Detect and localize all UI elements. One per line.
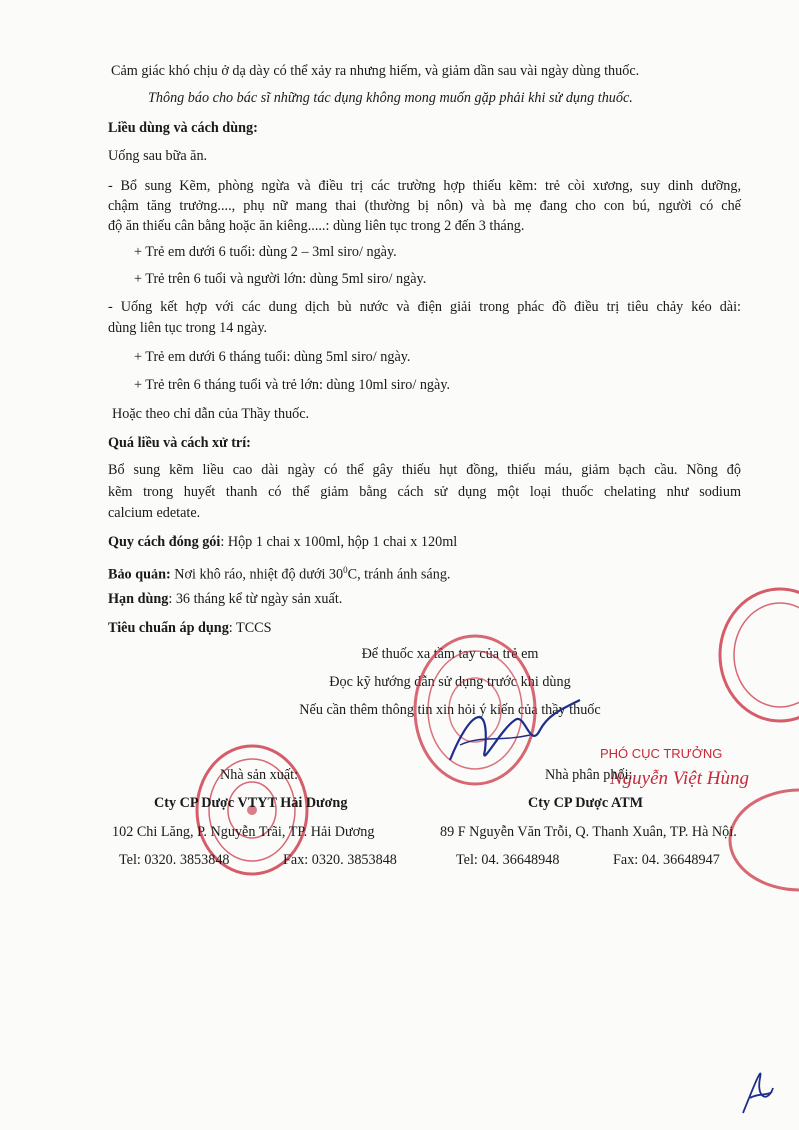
standard-label: Tiêu chuẩn áp dụng: [108, 620, 229, 636]
overdose-line: kẽm trong huyết thanh có thể giảm bằng cách sử dụng một loại thuốc chelating như sodium: [108, 484, 741, 500]
initials-signature-icon: [738, 1058, 778, 1118]
storage-value-end: C, tránh ánh sáng.: [347, 566, 451, 583]
manufacturer-tel: Tel: 0320. 3853848: [119, 852, 230, 868]
manufacturer-address: 102 Chi Lăng, P. Nguyễn Trãi, TP. Hải Dương: [112, 824, 375, 840]
storage-row: [108, 561, 450, 584]
storage-degree: 0: [343, 565, 348, 575]
expiry-row: [108, 590, 342, 608]
dosage-bullet: + Trẻ trên 6 tuổi và người lớn: dùng 5ml siro/ ngày.: [134, 271, 427, 287]
dosage-paragraph-line: - Bổ sung Kẽm, phòng ngừa và điều trị các trường hợp thiếu kẽm: trẻ còi xương, suy dinh dưỡng,: [108, 178, 741, 194]
overdose-line: calcium edetate.: [108, 505, 201, 521]
distributor-tel: Tel: 04. 36648948: [456, 852, 560, 868]
packaging-label: Quy cách đóng gói: [108, 534, 221, 550]
dosage-paragraph-line: chậm tăng trưởng...., phụ nữ mang thai (thường bị nôn) và bà mẹ đang cho con bú, người có chế: [108, 198, 741, 214]
storage-label: Bảo quản:: [108, 566, 171, 583]
packaging-row: [108, 533, 457, 551]
standard-row: [108, 619, 272, 637]
overdose-line: Bổ sung kẽm liều cao dài ngày có thể gây thiếu hụt đồng, thiếu máu, giảm bạch cầu. Nồng độ: [108, 462, 741, 478]
official-title: PHÓ CỤC TRƯỞNG: [600, 746, 723, 761]
distributor-label: Nhà phân phối:: [545, 767, 633, 783]
overdose-heading: Quá liều và cách xử trí:: [108, 435, 251, 451]
warning-line: Đọc kỹ hướng dẫn sử dụng trước khi dùng: [329, 674, 571, 690]
manufacturer-label: Nhà sản xuất:: [220, 767, 299, 783]
dosage-bullet: + Trẻ em dưới 6 tuổi: dùng 2 – 3ml siro/ ngày.: [134, 244, 397, 260]
dosage-doctor-note: Hoặc theo chỉ dẫn của Thầy thuốc.: [112, 406, 310, 422]
dosage-paragraph-line: độ ăn thiếu cân bằng hoặc ăn kiêng.....: dùng liên tục trong 2 đến 3 tháng.: [108, 218, 525, 234]
standard-value: : TCCS: [228, 620, 272, 636]
manufacturer-fax: Fax: 0320. 3853848: [283, 852, 397, 868]
expiry-label: Hạn dùng: [108, 591, 169, 607]
packaging-value: : Hộp 1 chai x 100ml, hộp 1 chai x 120ml: [220, 534, 458, 550]
side-effect-notice: Thông báo cho bác sĩ những tác dụng không mong muốn gặp phải khi sử dụng thuốc.: [148, 90, 633, 106]
distributor-name: Cty CP Dược ATM: [528, 795, 644, 811]
storage-value: Nơi khô ráo, nhiệt độ dưới 30: [170, 566, 344, 583]
side-effect-text: Cảm giác khó chịu ở dạ dày có thể xảy ra nhưng hiếm, và giảm dần sau vài ngày dùng thuốc.: [111, 63, 640, 79]
warning-line: Để thuốc xa tầm tay của trẻ em: [361, 646, 539, 662]
dosage-bullet: + Trẻ trên 6 tháng tuổi và trẻ lớn: dùng 10ml siro/ ngày.: [134, 377, 451, 393]
dosage-instruction: Uống sau bữa ăn.: [108, 148, 208, 164]
official-name: Nguyễn Việt Hùng: [610, 768, 749, 789]
distributor-fax: Fax: 04. 36648947: [613, 852, 720, 868]
warning-line: Nếu cần thêm thông tin xin hỏi ý kiến của thầy thuốc: [299, 702, 601, 718]
dosage-paragraph-line: - Uống kết hợp với các dung dịch bù nước và điện giải trong phác đồ điều trị tiêu chảy kéo dài:: [108, 299, 741, 315]
official-stamp: [700, 585, 799, 725]
expiry-value: : 36 tháng kể từ ngày sản xuất.: [168, 591, 343, 607]
dosage-heading: Liều dùng và cách dùng:: [108, 120, 258, 136]
dosage-paragraph-line: dùng liên tục trong 14 ngày.: [108, 320, 268, 336]
distributor-address: 89 F Nguyễn Văn Trỗi, Q. Thanh Xuân, TP. Hà Nội.: [440, 824, 737, 840]
manufacturer-name: Cty CP Dược VTYT Hải Dương: [154, 795, 348, 811]
dosage-bullet: + Trẻ em dưới 6 tháng tuổi: dùng 5ml siro/ ngày.: [134, 349, 411, 365]
